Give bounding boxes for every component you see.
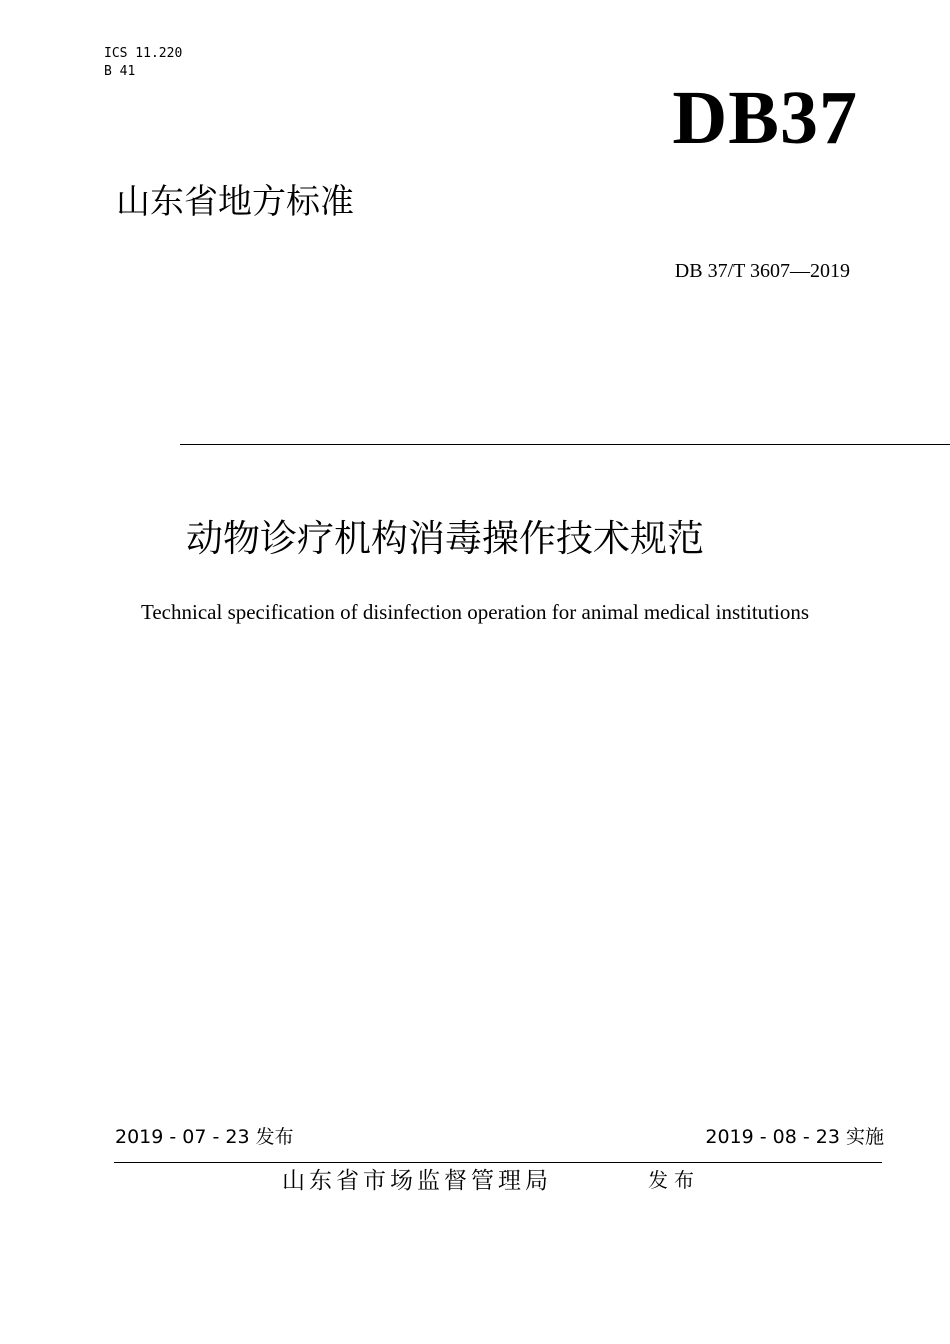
publish-label: 发布	[648, 1168, 700, 1192]
ccs-code: B 41	[104, 64, 136, 79]
publisher-name: 山东省市场监督管理局	[282, 1168, 552, 1194]
release-date: 2019 - 07 - 23 发布	[115, 1126, 294, 1148]
title-english: Technical specification of disinfection operation for animal medical institutions	[141, 600, 809, 624]
standard-level: 山东省地方标准	[116, 182, 354, 222]
bottom-divider	[114, 1162, 882, 1163]
top-divider	[180, 444, 950, 445]
implementation-date: 2019 - 08 - 23 实施	[705, 1126, 884, 1148]
ics-code: ICS 11.220	[104, 46, 183, 61]
title-chinese: 动物诊疗机构消毒操作技术规范	[186, 517, 704, 560]
standard-number: DB 37/T 3607—2019	[674, 260, 850, 282]
standard-logo: DB37	[672, 76, 858, 160]
